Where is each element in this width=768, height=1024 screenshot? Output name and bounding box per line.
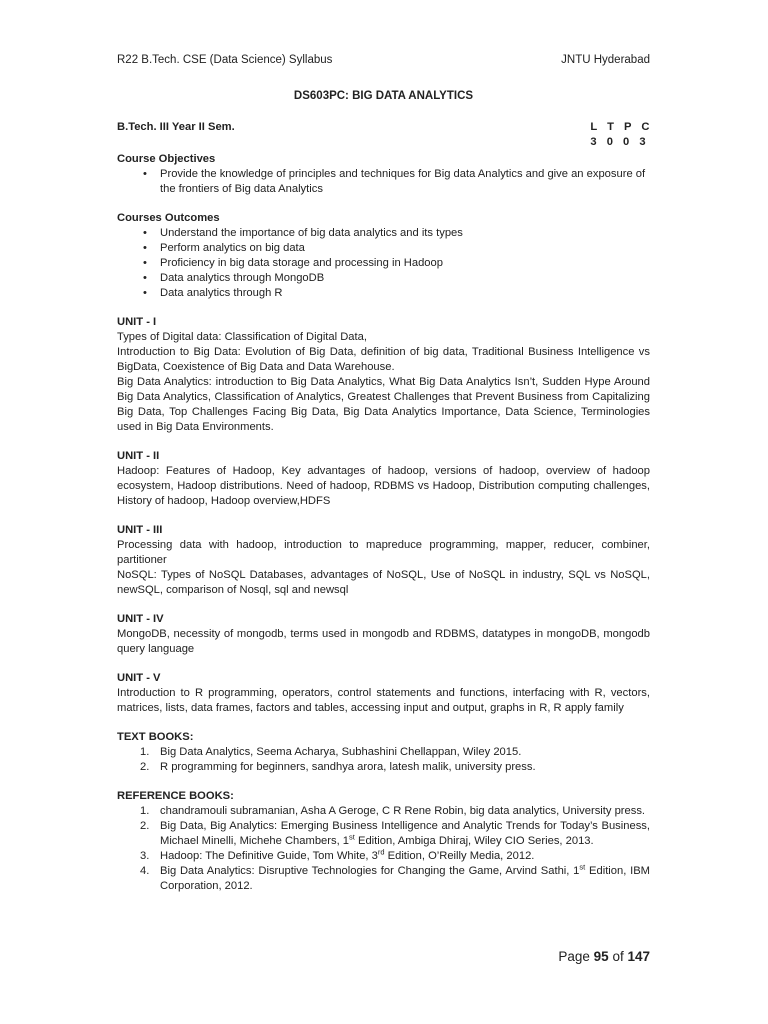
book-citation-rest: Edition, O’Reilly Media, 2012. (384, 850, 535, 862)
list-item (117, 804, 650, 819)
book-citation-rest: Edition, IBM Corporation, 2012. (160, 865, 651, 892)
list-item (117, 864, 650, 894)
textbooks-heading: TEXT BOOKS: (117, 731, 194, 743)
item-number: 1. (140, 805, 150, 817)
book-citation: R programming for beginners, sandhya arora, latesh malik, university press. (160, 761, 536, 773)
objectives-heading: Course Objectives (117, 153, 216, 165)
page-of-label: of (608, 949, 628, 964)
ordinal-suffix: st (349, 832, 355, 842)
unit-5-heading: UNIT - V (117, 672, 161, 684)
unit-1-paragraph: Introduction to Big Data: Evolution of Big Data, definition of big data, Traditional Business Intelligence vs BigData, Coexistence of Big Data and Data Warehouse. (117, 346, 650, 373)
unit-2-paragraph: Hadoop: Features of Hadoop, Key advantages of hadoop, versions of hadoop, overview of hadoop ecosystem, Hadoop distributions. Need of hadoop, RDBMS vs Hadoop, Distribution computing challenges, History of hadoop, Hadoop overview,HDFS (117, 465, 650, 507)
book-citation-rest: Edition, Ambiga Dhiraj, Wiley CIO Series, 2013. (354, 835, 594, 847)
list-item: • Understand the importance of big data analytics and its types (117, 226, 650, 241)
book-citation: Hadoop: The Definitive Guide, Tom White, 3 (160, 850, 378, 862)
list-item (117, 745, 650, 760)
item-number: 2. (140, 761, 150, 773)
unit-2-heading: UNIT - II (117, 450, 160, 462)
item-number: 4. (140, 865, 150, 877)
item-number: 1. (140, 746, 150, 758)
outcomes-heading: Courses Outcomes (117, 212, 220, 224)
objectives-list (117, 167, 650, 197)
references-list (117, 804, 650, 894)
book-citation: chandramouli subramanian, Asha A Geroge, C R Rene Robin, big data analytics, University press. (160, 805, 646, 817)
ltpc-labels: L T P C (590, 121, 650, 133)
list-item (117, 819, 650, 849)
page-label: Page (558, 949, 594, 964)
unit-5-paragraph: Introduction to R programming, operators, control statements and functions, interfacing with R, vectors, matrices, lists, data frames, factors and tables, accessing input and output, graphs in R, R apply family (117, 687, 650, 714)
header-left: R22 B.Tech. CSE (Data Science) Syllabus (117, 54, 333, 66)
ltpc-block (590, 120, 650, 150)
unit-1-paragraph: Big Data Analytics: introduction to Big Data Analytics, What Big Data Analytics Isn’t, Sudden Hype Around Big Data Analytics, Classification of Analytics, Greatest Challenges that Prevent Business from Capitalizing Big Data, Top Challenges Facing Big Data, Big Data Analytics Importance, Data Science, Terminologies used in Big Data Environments. (117, 376, 650, 433)
textbooks-list (117, 745, 650, 775)
book-citation: Big Data Analytics, Seema Acharya, Subhashini Chellappan, Wiley 2015. (160, 746, 522, 758)
item-number: 2. (140, 820, 150, 832)
list-item: • Data analytics through R (117, 286, 650, 301)
year-semester-row (117, 120, 650, 148)
list-item: • Provide the knowledge of principles and techniques for Big data Analytics and give an exposure of the frontiers of Big data Analytics (117, 167, 650, 197)
book-citation: Big Data, Big Analytics: Emerging Business Intelligence and Analytic Trends for Today’s Business, Michael Minelli, Michehe Chambers, 1 (160, 820, 650, 847)
unit-3-paragraph: Processing data with hadoop, introduction to mapreduce programming, mapper, reducer, combiner, partitioner (117, 539, 650, 566)
outcomes-list (117, 226, 650, 301)
unit-1-heading: UNIT - I (117, 316, 157, 328)
ordinal-suffix: rd (377, 847, 385, 857)
current-page: 95 (593, 949, 609, 964)
list-item: • Proficiency in big data storage and processing in Hadoop (117, 256, 650, 271)
unit-3-heading: UNIT - III (117, 524, 163, 536)
header-right: JNTU Hyderabad (561, 54, 650, 66)
year-semester: B.Tech. III Year II Sem. (117, 121, 235, 133)
ltpc-values: 3 0 0 3 (590, 136, 647, 148)
unit-4-heading: UNIT - IV (117, 613, 164, 625)
references-heading: REFERENCE BOOKS: (117, 790, 234, 802)
list-item: • Data analytics through MongoDB (117, 271, 650, 286)
syllabus-body (117, 152, 650, 894)
course-title: DS603PC: BIG DATA ANALYTICS (293, 90, 474, 102)
list-item: • Perform analytics on big data (117, 241, 650, 256)
item-number: 3. (140, 850, 150, 862)
syllabus-page (117, 0, 650, 1024)
total-pages: 147 (627, 949, 650, 964)
list-item (117, 760, 650, 775)
unit-1-paragraph: Types of Digital data: Classification of Digital Data, (117, 331, 367, 343)
list-item (117, 849, 650, 864)
unit-4-paragraph: MongoDB, necessity of mongodb, terms used in mongodb and RDBMS, datatypes in mongoDB, mongodb query language (117, 628, 650, 655)
page-header (117, 53, 650, 68)
unit-3-paragraph: NoSQL: Types of NoSQL Databases, advantages of NoSQL, Use of NoSQL in industry, SQL vs NoSQL, newSQL, comparison of Nosql, sql and newsql (117, 569, 650, 596)
ordinal-suffix: st (579, 862, 586, 872)
book-citation: Big Data Analytics: Disruptive Technologies for Changing the Game, Arvind Sathi, 1 (160, 865, 580, 877)
page-number (558, 949, 650, 964)
